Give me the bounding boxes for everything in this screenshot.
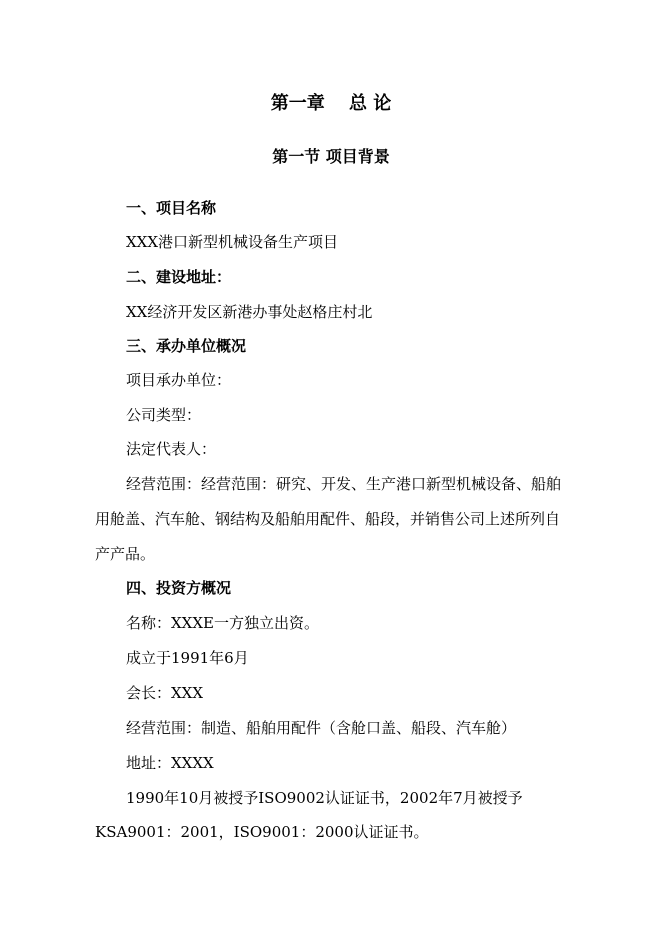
legal-representative-line: 法定代表人： — [126, 440, 217, 458]
heading-construction-address: 二、建设地址： — [126, 268, 232, 286]
heading-investor-overview: 四、投资方概况 — [126, 579, 232, 597]
investor-business-scope-line: 经营范围：制造、船舶用配件（含舱口盖、船段、汽车舱） — [126, 719, 517, 737]
investor-name-line: 名称：XXXE一方独立出资。 — [126, 614, 319, 632]
heading-organizer-overview: 三、承办单位概况 — [126, 337, 247, 355]
chapter-title: 第一章 总 论 — [270, 93, 392, 114]
project-name-text: XXX港口新型机械设备生产项目 — [126, 233, 339, 251]
section-title: 第一节 项目背景 — [272, 147, 390, 166]
investor-chairman-line: 会长：XXX — [126, 684, 204, 702]
construction-address-text: XX经济开发区新港办事处赵格庄村北 — [126, 303, 373, 321]
business-scope-line-1: 经营范围：经营范围：研究、开发、生产港口新型机械设备、船舶 — [126, 475, 562, 493]
investor-address-line: 地址：XXXX — [126, 754, 214, 772]
company-type-line: 公司类型： — [126, 406, 202, 424]
business-scope-line-2: 用舱盖、汽车舱、钢结构及船舶用配件、船段，并销售公司上述所列自 — [95, 510, 561, 528]
investor-founded-line: 成立于1991年6月 — [126, 649, 249, 667]
certification-line-1: 1990年10月被授予ISO9002认证证书，2002年7月被授予 — [126, 789, 523, 807]
organizer-unit-line: 项目承办单位： — [126, 371, 232, 389]
certification-line-2: KSA9001：2001，ISO9001：2000认证证书。 — [95, 823, 429, 841]
heading-project-name: 一、项目名称 — [126, 199, 217, 217]
business-scope-line-3: 产产品。 — [95, 545, 156, 563]
